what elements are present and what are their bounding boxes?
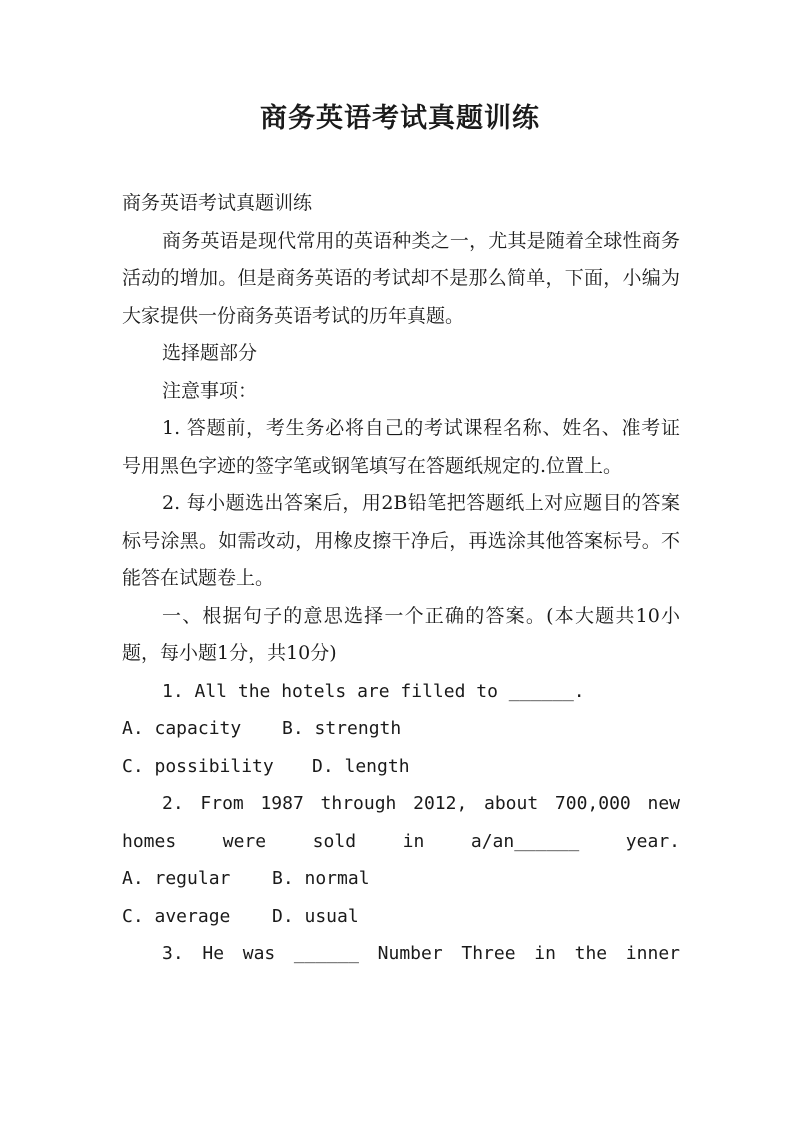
question-2-stem: 2. From 1987 through 2012, about 700,000 new homes were sold in a/an______ year.: [122, 793, 680, 852]
question-2-option-b: B. normal: [272, 868, 370, 889]
question-3-stem: 3. He was ______ Number Three in the inner: [162, 943, 680, 964]
note-item-2: 2. 每小题选出答案后，用2B铅笔把答题纸上对应题目的答案标号涂黑。如需改动，用橡皮擦干净后，再选涂其他答案标号。不能答在试题卷上。: [122, 492, 680, 589]
question-1-stem: 1. All the hotels are filled to ______.: [162, 680, 585, 702]
part-1-instructions: 一、根据句子的意思选择一个正确的答案。(本大题共10小题，每小题1分，共10分): [122, 604, 680, 664]
question-1-options-row-1: [122, 710, 680, 748]
note-item-1: 1. 答题前，考生务必将自己的考试课程名称、姓名、准考证号用黑色字迹的签字笔或钢笔填写在答题纸规定的.位置上。: [122, 417, 680, 477]
question-2-option-c: C. average: [122, 905, 231, 927]
document-subtitle: 商务英语考试真题训练: [122, 192, 313, 214]
question-1-option-a: A. capacity: [122, 718, 242, 739]
question-1-options-row-2: [122, 748, 680, 786]
question-2-option-d: D. usual: [272, 905, 359, 927]
intro-paragraph: 商务英语是现代常用的英语种类之一，尤其是随着全球性商务活动的增加。但是商务英语的考试却不是那么简单，下面，小编为大家提供一份商务英语考试的历年真题。: [122, 229, 680, 327]
question-2-options-row-1: [122, 860, 680, 898]
question-1-option-d: D. length: [312, 755, 410, 777]
question-1-option-b: B. strength: [282, 718, 402, 739]
section-choice-heading: 选择题部分: [162, 342, 258, 364]
document-body: [122, 185, 680, 973]
question-2-option-a: A. regular: [122, 868, 231, 889]
question-2-options-row-2: [122, 898, 680, 936]
document-title: 商务英语考试真题训练: [260, 103, 540, 134]
question-1-option-c: C. possibility: [122, 755, 274, 777]
notes-heading: 注意事项：: [162, 379, 258, 402]
